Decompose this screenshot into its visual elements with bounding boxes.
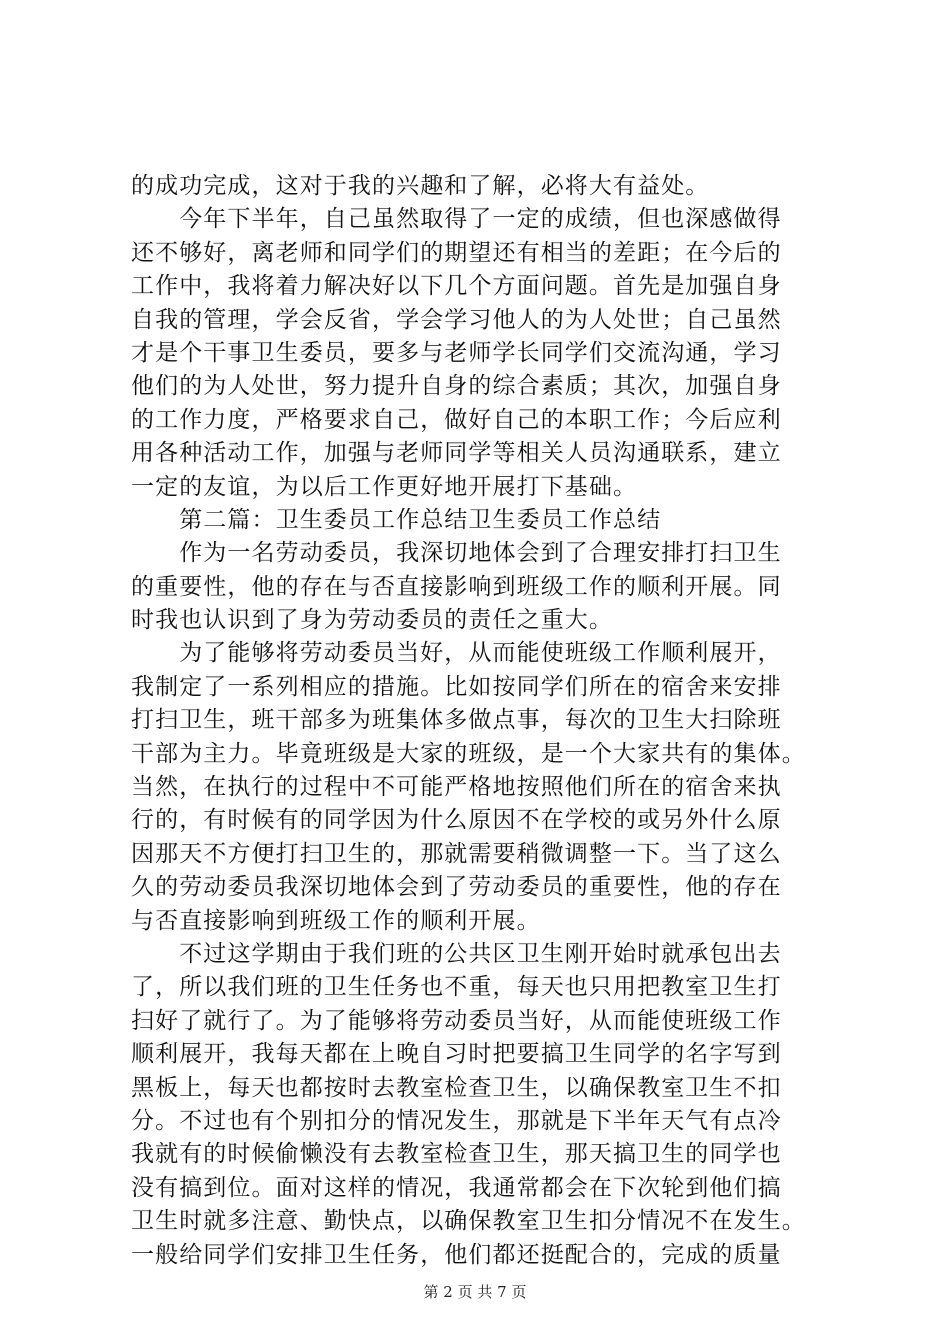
text-line: 因那天不方便打扫卫生的，那就需要稍微调整一下。当了这么 — [131, 840, 782, 867]
text-line: 的重要性，他的存在与否直接影响到班级工作的顺利开展。同 — [131, 573, 782, 600]
text-line: 久的劳动委员我深切地体会到了劳动委员的重要性，他的存在 — [131, 874, 782, 901]
text-line: 扫好了就行了。为了能够将劳动委员当好，从而能使班级工作 — [131, 1007, 782, 1034]
text-line: 的成功完成，这对于我的兴趣和了解，必将大有益处。 — [131, 173, 710, 199]
text-line: 打扫卫生，班干部多为班集体多做点事，每次的卫生大扫除班 — [131, 707, 782, 734]
text-line: 还不够好，离老师和同学们的期望还有相当的差距；在今后的 — [131, 239, 782, 266]
text-line: 行的，有时候有的同学因为什么原因不在学校的或另外什么原 — [131, 807, 782, 834]
text-line: 顺利展开，我每天都在上晚自习时把要搞卫生同学的名字写到 — [131, 1041, 782, 1068]
text-line: 黑板上，每天也都按时去教室检查卫生，以确保教室卫生不扣 — [131, 1074, 782, 1101]
text-line: 为了能够将劳动委员当好，从而能使班级工作顺利展开， — [131, 640, 782, 667]
text-line: 我就有的时候偷懒没有去教室检查卫生，那天搞卫生的同学也 — [131, 1141, 782, 1168]
text-line: 不过这学期由于我们班的公共区卫生刚开始时就承包出去 — [131, 940, 782, 967]
text-line: 分。不过也有个别扣分的情况发生，那就是下半年天气有点冷 — [131, 1107, 782, 1134]
text-line: 与否直接影响到班级工作的顺利开展。 — [131, 907, 541, 934]
text-line: 自我的管理，学会反省，学会学习他人的为人处世；自己虽然 — [131, 306, 782, 333]
text-line: 一定的友谊，为以后工作更好地开展打下基础。 — [131, 473, 638, 500]
text-line: 工作中，我将着力解决好以下几个方面问题。首先是加强自身 — [131, 273, 782, 300]
text-line: 了，所以我们班的卫生任务也不重，每天也只用把教室卫生打 — [131, 974, 782, 1001]
body-text — [131, 170, 841, 1272]
page-number: 第 2 页 共 7 页 — [423, 1283, 527, 1301]
text-line: 用各种活动工作，加强与老师同学等相关人员沟通联系，建立 — [131, 440, 782, 467]
text-line: 他们的为人处世，努力提升自身的综合素质；其次，加强自身 — [131, 373, 782, 400]
text-line: 时我也认识到了身为劳动委员的责任之重大。 — [131, 607, 613, 634]
text-line: 我制定了一系列相应的措施。比如按同学们所在的宿舍来安排 — [131, 673, 782, 700]
text-line: 卫生时就多注意、勤快点，以确保教室卫生扣分情况不在发生。 — [131, 1208, 806, 1235]
text-line: 的工作力度，严格要求自己，做好自己的本职工作；今后应利 — [131, 406, 782, 433]
text-line: 才是个干事卫生委员，要多与老师学长同学们交流沟通，学习 — [131, 339, 782, 366]
text-line: 作为一名劳动委员，我深切地体会到了合理安排打扫卫生 — [131, 540, 782, 567]
text-line: 一般给同学们安排卫生任务，他们都还挺配合的，完成的质量 — [131, 1241, 782, 1268]
text-line: 当然，在执行的过程中不可能严格地按照他们所在的宿舍来执 — [131, 774, 782, 801]
text-line: 没有搞到位。面对这样的情况，我通常都会在下次轮到他们搞 — [131, 1174, 782, 1201]
section-heading: 第二篇：卫生委员工作总结卫生委员工作总结 — [131, 506, 662, 533]
text-line: 今年下半年，自己虽然取得了一定的成绩，但也深感做得 — [131, 206, 782, 233]
text-line: 干部为主力。毕竟班级是大家的班级，是一个大家共有的集体。 — [131, 740, 806, 767]
